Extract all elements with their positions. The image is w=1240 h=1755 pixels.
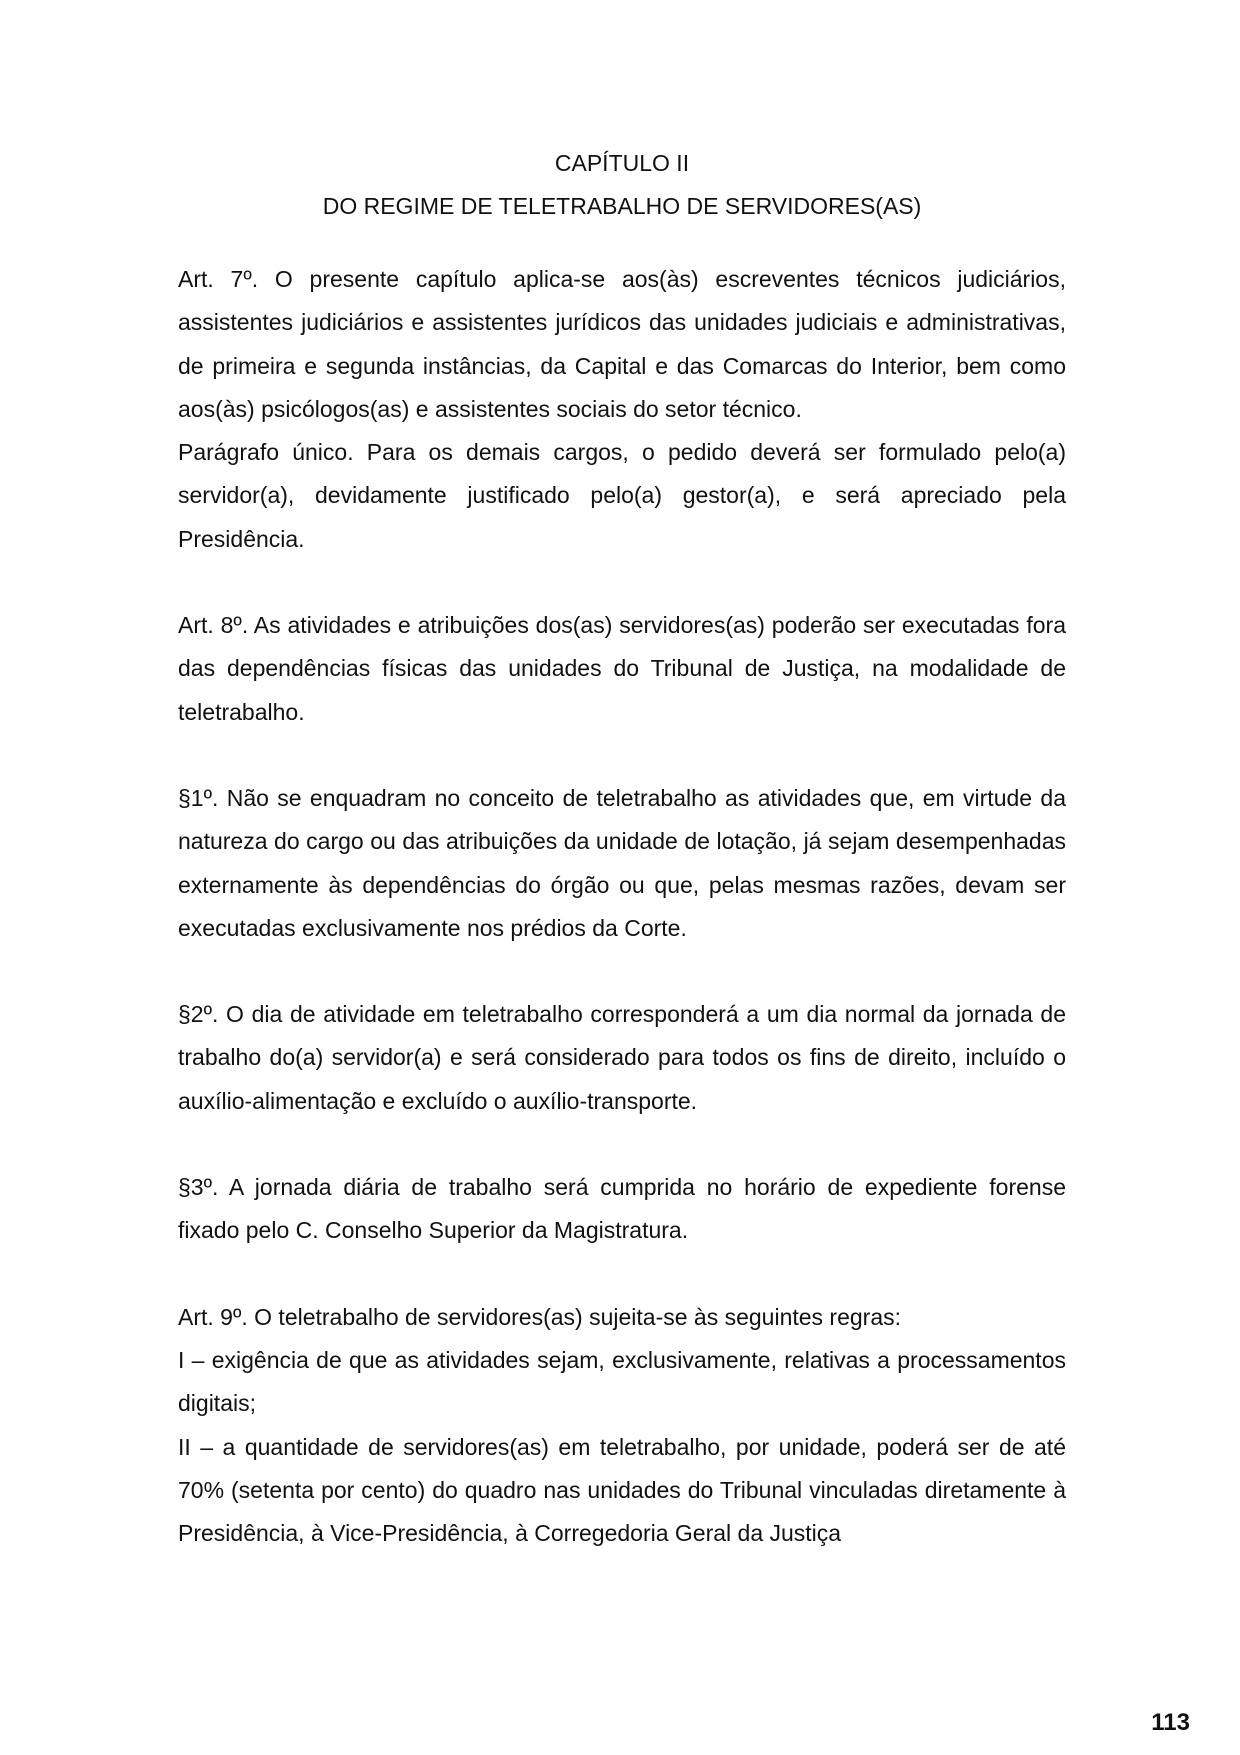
page-number: 113 <box>1151 1709 1190 1736</box>
document-body <box>178 142 1066 1555</box>
article-7-sole-paragraph: Parágrafo único. Para os demais cargos, o pedido deverá ser formulado pelo(a) servidor(a), devidamente justificado pelo(a) gestor(a), e será apreciado pela Presidência. <box>178 439 1066 552</box>
article-8-paragraph-3: §3º. A jornada diária de trabalho será cumprida no horário de expediente forense fixado pelo C. Conselho Superior da Magistratura. <box>178 1174 1066 1244</box>
chapter-heading <box>178 142 1066 228</box>
article-8-paragraph-2: §2º. O dia de atividade em teletrabalho corresponderá a um dia normal da jornada de trabalho do(a) servidor(a) e será considerado para todos os fins de direito, incluído o auxílio-alimentação e excluído o auxílio-transporte. <box>178 1001 1066 1114</box>
article-9-item-i: I – exigência de que as atividades sejam, exclusivamente, relativas a processamentos digitais; <box>178 1346 1066 1417</box>
chapter-title: DO REGIME DE TELETRABALHO DE SERVIDORES(AS) <box>322 193 922 219</box>
article-8: Art. 8º. As atividades e atribuições dos(as) servidores(as) poderão ser executadas fora das dependências físicas das unidades do Tribunal de Justiça, na modalidade de teletrabalho. <box>178 612 1066 725</box>
article-9-item-ii: II – a quantidade de servidores(as) em teletrabalho, por unidade, poderá ser de até 70% (setenta por cento) do quadro nas unidades do Tribunal vinculadas diretamente à Presidência, à Vice-Presidência, à Corregedoria Geral da Justiça <box>178 1433 1066 1547</box>
article-7: Art. 7º. O presente capítulo aplica-se aos(às) escreventes técnicos judiciários, assistentes judiciários e assistentes jurídicos das unidades judiciais e administrativas, de primeira e segunda instâncias, da Capital e das Comarcas do Interior, bem como aos(às) psicólogos(as) e assistentes sociais do setor técnico. <box>178 266 1066 422</box>
article-8-paragraph-1: §1º. Não se enquadram no conceito de teletrabalho as atividades que, em virtude da natureza do cargo ou das atribuições da unidade de lotação, já sejam desempenhadas externamente às dependências do órgão ou que, pelas mesmas razões, devam ser executadas exclusivamente nos prédios da Corte. <box>178 784 1066 941</box>
chapter-number: CAPÍTULO II <box>554 150 690 176</box>
article-9: Art. 9º. O teletrabalho de servidores(as) sujeita-se às seguintes regras: <box>178 1303 902 1330</box>
